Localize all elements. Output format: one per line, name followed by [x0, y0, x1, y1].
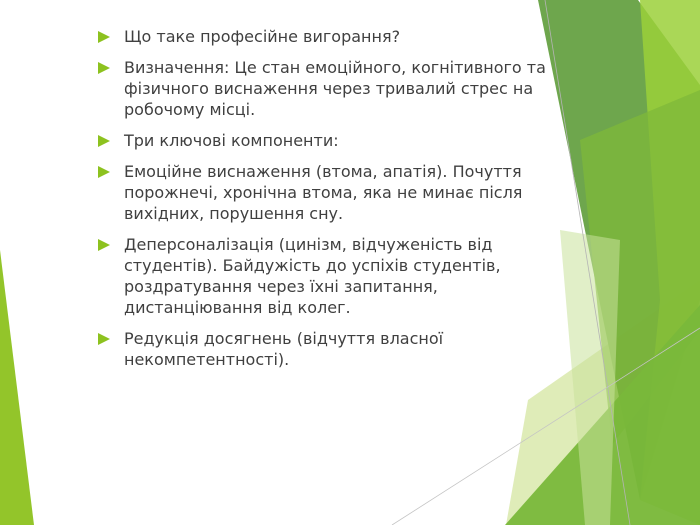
- bullet-text: Визначення: Це стан емоційного, когнітивного та фізичного виснаження через тривалий стрес на робочому місці.: [124, 58, 546, 119]
- bullet-item: [98, 57, 568, 120]
- bullet-text: Три ключові компоненти:: [124, 131, 339, 150]
- bullet-list: [98, 26, 568, 370]
- slide-content: [98, 26, 568, 380]
- green-triangle-bullet-icon: [98, 166, 110, 178]
- green-triangle-bullet-icon: [98, 31, 110, 43]
- green-triangle-bullet-icon: [98, 135, 110, 147]
- green-triangle-bullet-icon: [98, 62, 110, 74]
- bullet-text: Редукція досягнень (відчуття власної некомпетентності).: [124, 329, 444, 369]
- green-triangle-bullet-icon: [98, 333, 110, 345]
- bullet-item: [98, 130, 568, 151]
- bullet-text: Емоційне виснаження (втома, апатія). Почуття порожнечі, хронічна втома, яка не минає після вихідних, порушення сну.: [124, 162, 523, 223]
- bullet-item: [98, 26, 568, 47]
- green-triangle-bullet-icon: [98, 239, 110, 251]
- bullet-text: Що таке професійне вигорання?: [124, 27, 401, 46]
- bullet-text: Деперсоналізація (цинізм, відчуженість від студентів). Байдужість до успіхів студентів, роздратування через їхні запитання, дистанціювання від колег.: [124, 235, 501, 317]
- bullet-item: [98, 234, 568, 318]
- left-green-sliver: [0, 250, 34, 525]
- bullet-item: [98, 328, 568, 370]
- bullet-item: [98, 161, 568, 224]
